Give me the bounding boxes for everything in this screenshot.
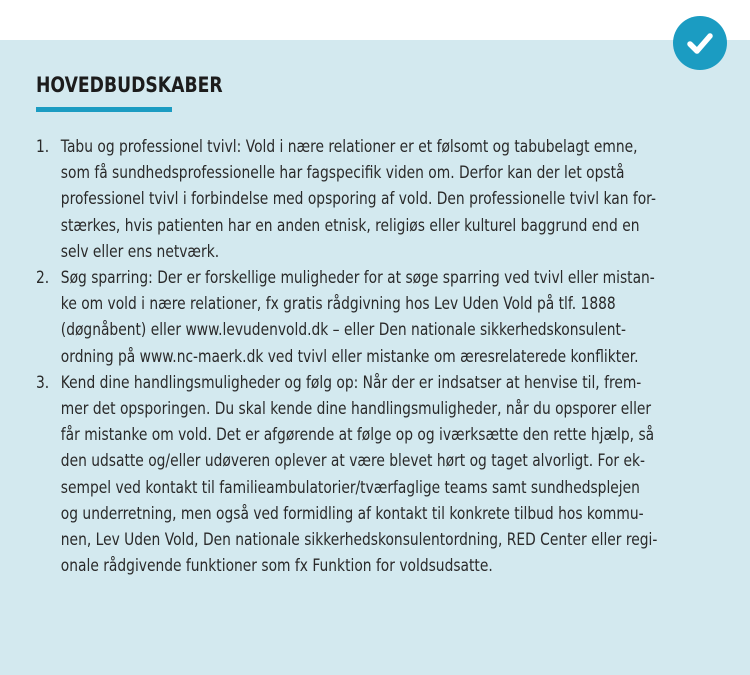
item-number: 1.: [36, 137, 50, 157]
item-line: Kend dine handlingsmuligheder og følg op: Når der er indsatser at henvise til, frem-: [60, 372, 642, 393]
item-line: ordning på www.nc-maerk.dk ved tvivl eller mistanke om æresrelaterede konflikter.: [60, 346, 639, 367]
item-line: mer det opsporingen. Du skal kende dine handlingsmuligheder, når du opsporer eller: [60, 399, 652, 420]
check-badge: [673, 16, 727, 70]
item-line: selv eller ens netværk.: [60, 241, 220, 262]
item-line: stærkes, hvis patienten har en anden etnisk, religiøs eller kulturel baggrund end en: [60, 215, 640, 236]
key-messages-list: [36, 134, 700, 579]
check-icon: [683, 26, 717, 60]
item-line: får mistanke om vold. Det er afgørende at følge op og iværksætte den rette hjælp, så: [60, 425, 655, 446]
title-underline: [36, 107, 172, 112]
item-line: sempel ved kontakt til familieambulatorier/tværfaglige teams samt sundhedsplejen: [60, 477, 640, 498]
item-line: Tabu og professionel tvivl: Vold i nære relationer er et følsomt og tabubelagt emne,: [60, 137, 638, 157]
list-item: [36, 134, 700, 265]
item-line: Søg sparring: Der er forskellige muligheder for at søge sparring ved tvivl eller mistan-: [60, 268, 655, 289]
item-line: ke om vold i nære relationer, fx gratis rådgivning hos Lev Uden Vold på tlf. 1888: [60, 294, 616, 315]
item-line: og underretning, men også ved formidling af kontakt til konkrete tilbud hos kommu-: [60, 503, 644, 524]
item-line: som få sundhedsprofessionelle har fagspecifik viden om. Derfor kan der let opstå: [60, 163, 625, 184]
item-line: den udsatte og/eller udøveren oplever at være blevet hørt og taget alvorligt. For ek-: [60, 451, 646, 472]
item-line: (døgnåbent) eller www.levudenvold.dk – eller Den nationale sikkerhedskonsulent-: [60, 320, 626, 341]
item-number: 2.: [36, 268, 50, 289]
list-item: [36, 370, 700, 580]
list-item: [36, 265, 700, 370]
item-line: nen, Lev Uden Vold, Den nationale sikkerhedskonsulentordning, RED Center eller regi-: [60, 530, 658, 551]
item-line: professionel tvivl i forbindelse med opsporing af vold. Den professionelle tvivl kan for-: [60, 189, 656, 210]
section-title: HOVEDBUDSKABER: [36, 73, 223, 97]
item-number: 3.: [36, 372, 50, 393]
item-line: onale rådgivende funktioner som fx Funktion for voldsudsatte.: [60, 556, 493, 577]
